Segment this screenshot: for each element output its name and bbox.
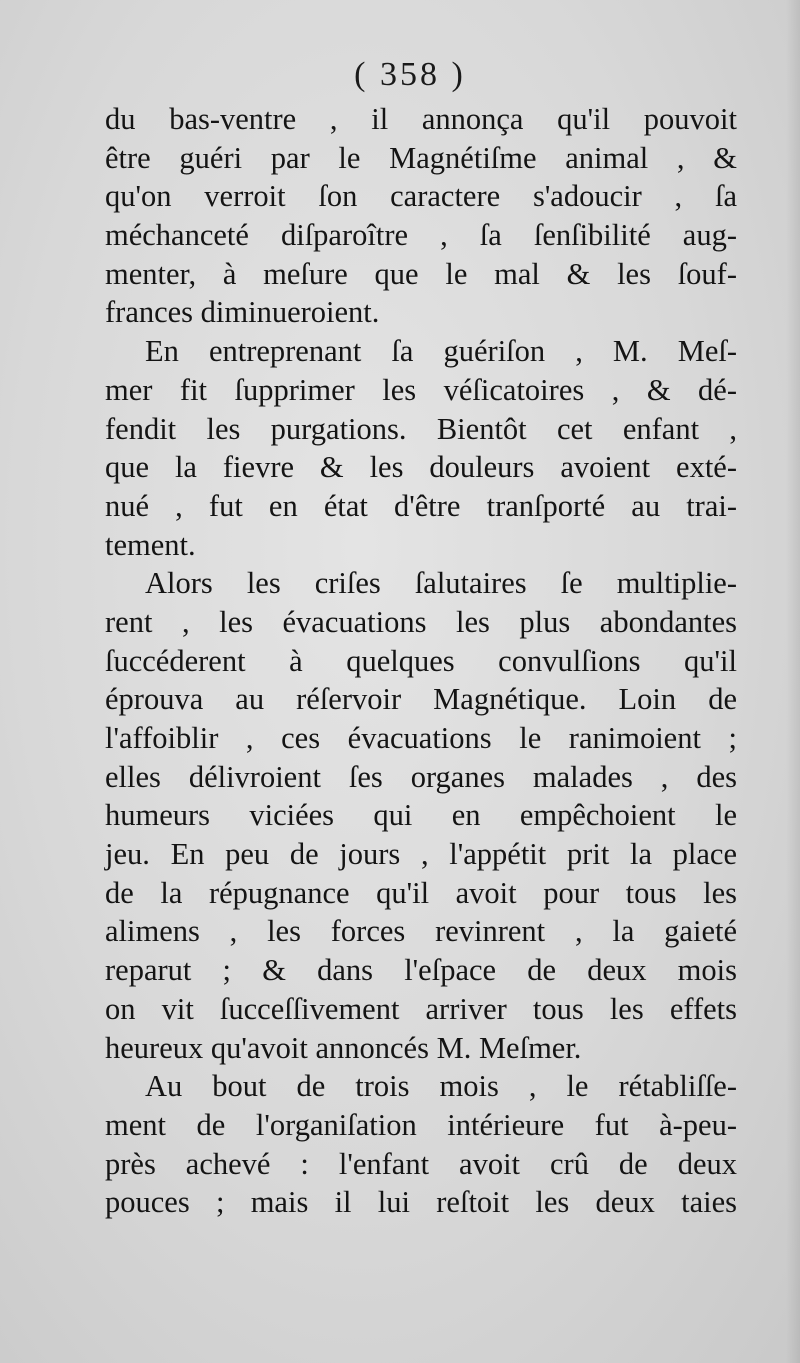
body-text xyxy=(105,100,737,1222)
text-line: elles délivroient ſes organes malades , des xyxy=(105,759,737,794)
text-line: méchanceté diſparoître , ſa ſenſibilité aug- xyxy=(105,218,737,253)
text-line: que la fievre & les douleurs avoient exté- xyxy=(105,450,737,485)
text-line: mer fit ſupprimer les véſicatoires , & dé- xyxy=(105,372,737,407)
text-line: jeu. En peu de jours , l'appétit prit la place xyxy=(105,837,737,872)
paragraph-3 xyxy=(105,564,737,1067)
text-line: reparut ; & dans l'eſpace de deux mois xyxy=(105,953,737,988)
text-line: tement. xyxy=(105,527,196,562)
text-line: menter, à meſure que le mal & les ſouf- xyxy=(105,256,737,291)
text-line: on vit ſucceſſivement arriver tous les effets xyxy=(105,991,737,1026)
text-line: qu'on verroit ſon caractere s'adoucir , ſa xyxy=(105,179,737,214)
text-line: de la répugnance qu'il avoit pour tous les xyxy=(105,875,737,910)
text-line: du bas-ventre , il annonça qu'il pouvoit xyxy=(105,102,737,136)
text-line: humeurs viciées qui en empêchoient le xyxy=(105,798,737,833)
text-line: Au bout de trois mois , le rétabliſſe- xyxy=(145,1069,737,1104)
text-line: ſuccéderent à quelques convulſions qu'il xyxy=(105,643,737,678)
text-line: ment de l'organiſation intérieure fut à-peu- xyxy=(105,1107,737,1142)
text-line: nué , fut en état d'être tranſporté au trai- xyxy=(105,488,737,523)
text-line: éprouva au réſervoir Magnétique. Loin de xyxy=(105,682,737,717)
text-line: alimens , les forces revinrent , la gaieté xyxy=(105,914,737,949)
text-line: pouces ; mais il lui reſtoit les deux taies xyxy=(105,1185,737,1220)
text-line: être guéri par le Magnétiſme animal , & xyxy=(105,140,737,175)
text-line: rent , les évacuations les plus abondantes xyxy=(105,604,737,639)
paragraph-4 xyxy=(105,1067,737,1222)
paragraph-2 xyxy=(105,332,737,564)
text-line: l'affoiblir , ces évacuations le ranimoient ; xyxy=(105,721,737,755)
text-line: frances diminueroient. xyxy=(105,295,380,330)
text-line: fendit les purgations. Bientôt cet enfant , xyxy=(105,411,737,446)
text-line: près achevé : l'enfant avoit crû de deux xyxy=(105,1146,737,1181)
text-line: En entreprenant ſa guériſon , M. Meſ- xyxy=(145,334,737,369)
text-line: heureux qu'avoit annoncés M. Meſmer. xyxy=(105,1030,582,1065)
paragraph-1 xyxy=(105,100,737,332)
page-edge-shadow xyxy=(786,0,800,1363)
page-number: ( 358 ) xyxy=(354,56,466,93)
text-line: Alors les criſes ſalutaires ſe multiplie- xyxy=(145,566,737,601)
